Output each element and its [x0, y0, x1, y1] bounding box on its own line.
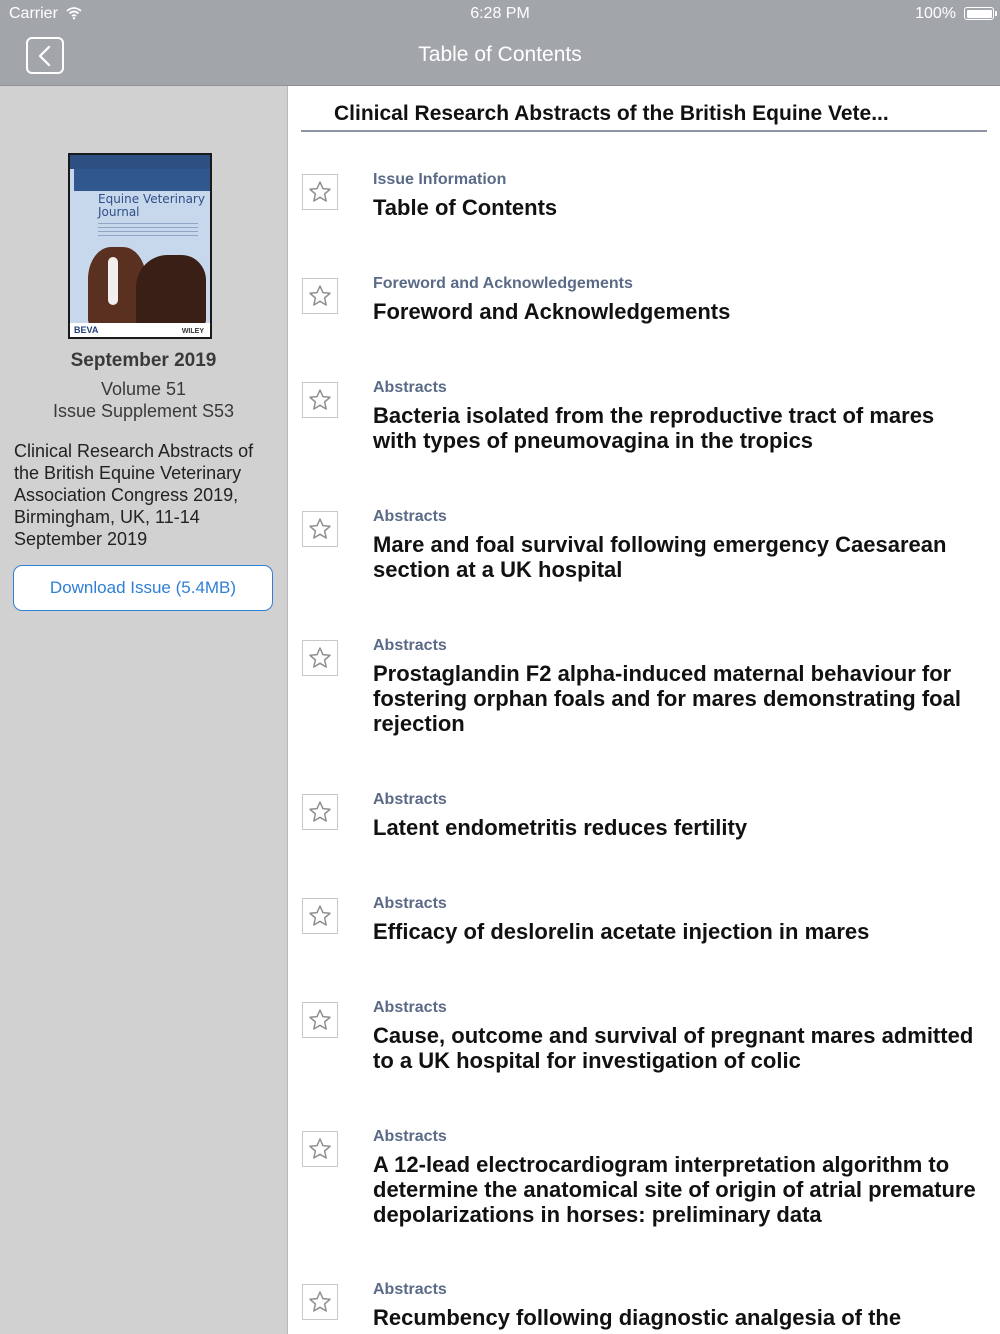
section-label: Abstracts: [373, 999, 447, 1016]
issue-date: September 2019: [70, 350, 217, 371]
star-outline-icon: [308, 1290, 332, 1314]
navigation-bar: [0, 28, 1000, 86]
header-divider: [301, 130, 987, 132]
section-label: Abstracts: [373, 637, 447, 654]
issue-supplement: Issue Supplement S53: [52, 401, 235, 421]
cover-logo: BEVA: [74, 325, 99, 335]
issue-description: Clinical Research Abstracts of the British Equine Veterinary Association Congress 2019, Birmingham, UK, 11-14 September 2019: [14, 441, 254, 549]
cover-journal-title: Equine Veterinary Journal: [98, 192, 205, 219]
article-title[interactable]: Latent endometritis reduces fertility: [373, 815, 748, 840]
favorite-button[interactable]: [302, 898, 338, 934]
favorite-button[interactable]: [302, 1002, 338, 1038]
favorite-button[interactable]: [302, 511, 338, 547]
star-outline-icon: [308, 800, 332, 824]
issue-volume: Volume 51: [100, 379, 187, 399]
favorite-button[interactable]: [302, 640, 338, 676]
page-title: Table of Contents: [418, 43, 582, 66]
star-outline-icon: [308, 1137, 332, 1161]
article-title[interactable]: Cause, outcome and survival of pregnant mares admitted to a UK hospital for investigation of colic: [373, 1023, 974, 1073]
cover-publisher: WILEY: [181, 328, 204, 335]
star-outline-icon: [308, 284, 332, 308]
article-title[interactable]: Mare and foal survival following emergency Caesarean section at a UK hospital: [373, 532, 947, 582]
issue-sidebar: [0, 86, 288, 1334]
article-title[interactable]: Efficacy of deslorelin acetate injection in mares: [373, 919, 870, 944]
section-label: Abstracts: [373, 508, 447, 525]
article-title[interactable]: Bacteria isolated from the reproductive tract of mares with types of pneumovagina in the tropics: [373, 403, 935, 453]
article-title[interactable]: Foreword and Acknowledgements: [373, 299, 731, 324]
issue-title-header: Clinical Research Abstracts of the British Equine Vete...: [334, 102, 889, 125]
star-outline-icon: [308, 517, 332, 541]
battery-percent: 100%: [915, 5, 956, 22]
section-label: Abstracts: [373, 379, 447, 396]
download-issue-button[interactable]: Download Issue (5.4MB): [13, 565, 273, 611]
article-title[interactable]: Recumbency following diagnostic analgesia of the: [373, 1305, 902, 1330]
carrier-label: Carrier: [9, 5, 58, 22]
section-label: Abstracts: [373, 1281, 447, 1298]
article-title[interactable]: A 12-lead electrocardiogram interpretation algorithm to determine the anatomical site of origin of atrial premature depolarizations in horses: preliminary data: [373, 1152, 976, 1227]
battery-icon: [964, 7, 994, 20]
clock: 6:28 PM: [470, 5, 530, 22]
favorite-button[interactable]: [302, 1131, 338, 1167]
article-title[interactable]: Table of Contents: [373, 195, 558, 220]
article-title[interactable]: Prostaglandin F2 alpha-induced maternal behaviour for fostering orphan foals and for mares demonstrating foal rejection: [373, 661, 961, 736]
table-of-contents-list: [288, 86, 1000, 1334]
journal-cover-image: [68, 153, 212, 339]
section-label: Issue Information: [373, 171, 507, 188]
favorite-button[interactable]: [302, 382, 338, 418]
section-label: Abstracts: [373, 1128, 447, 1145]
section-label: Foreword and Acknowledgements: [373, 275, 633, 292]
favorite-button[interactable]: [302, 794, 338, 830]
star-outline-icon: [308, 1008, 332, 1032]
star-outline-icon: [308, 180, 332, 204]
favorite-button[interactable]: [302, 278, 338, 314]
star-outline-icon: [308, 388, 332, 412]
favorite-button[interactable]: [302, 174, 338, 210]
section-label: Abstracts: [373, 791, 447, 808]
status-bar: [0, 0, 1000, 28]
star-outline-icon: [308, 904, 332, 928]
star-outline-icon: [308, 646, 332, 670]
section-label: Abstracts: [373, 895, 447, 912]
favorite-button[interactable]: [302, 1284, 338, 1320]
